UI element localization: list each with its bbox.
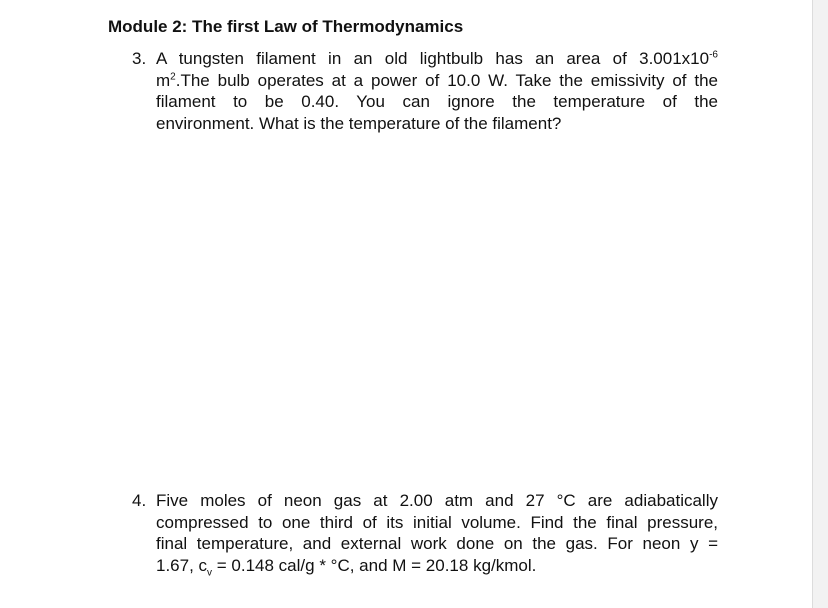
problem-line: final temperature, and external work done on the gas. For neon y = xyxy=(156,534,718,553)
problem-line: $m^2.The$ bulb operates at a power of 10.0 W. Take the emissivity of the xyxy=(156,70,718,90)
problem-line: filament to be 0.40. You can ignore the temperature of the xyxy=(156,92,718,111)
exponent: -6 xyxy=(709,49,718,61)
problem-line: 1.67, $c_v = 0.148$ cal/g * °C, and M = 20.18 kg/kmol. xyxy=(156,555,537,578)
subscript: v xyxy=(207,566,213,578)
problem-line: A tungsten filament in an old lightbulb has an area of $3.001x10^{-6}$ xyxy=(156,49,718,68)
problem-3 xyxy=(132,48,718,134)
problem-4 xyxy=(132,490,718,576)
problem-line: Five moles of neon gas at 2.00 atm and 27 °C are adiabatically xyxy=(156,491,718,510)
module-heading: Module 2: The first Law of Thermodynamics xyxy=(108,17,464,36)
exponent: 2 xyxy=(170,70,176,82)
problem-number: 3. xyxy=(132,49,147,68)
problem-number: 4. xyxy=(132,491,147,510)
problem-line: environment. What is the temperature of the filament? xyxy=(156,113,562,133)
problem-text xyxy=(156,48,718,134)
problem-text xyxy=(156,490,718,576)
problem-line: compressed to one third of its initial volume. Find the final pressure, xyxy=(156,512,718,532)
